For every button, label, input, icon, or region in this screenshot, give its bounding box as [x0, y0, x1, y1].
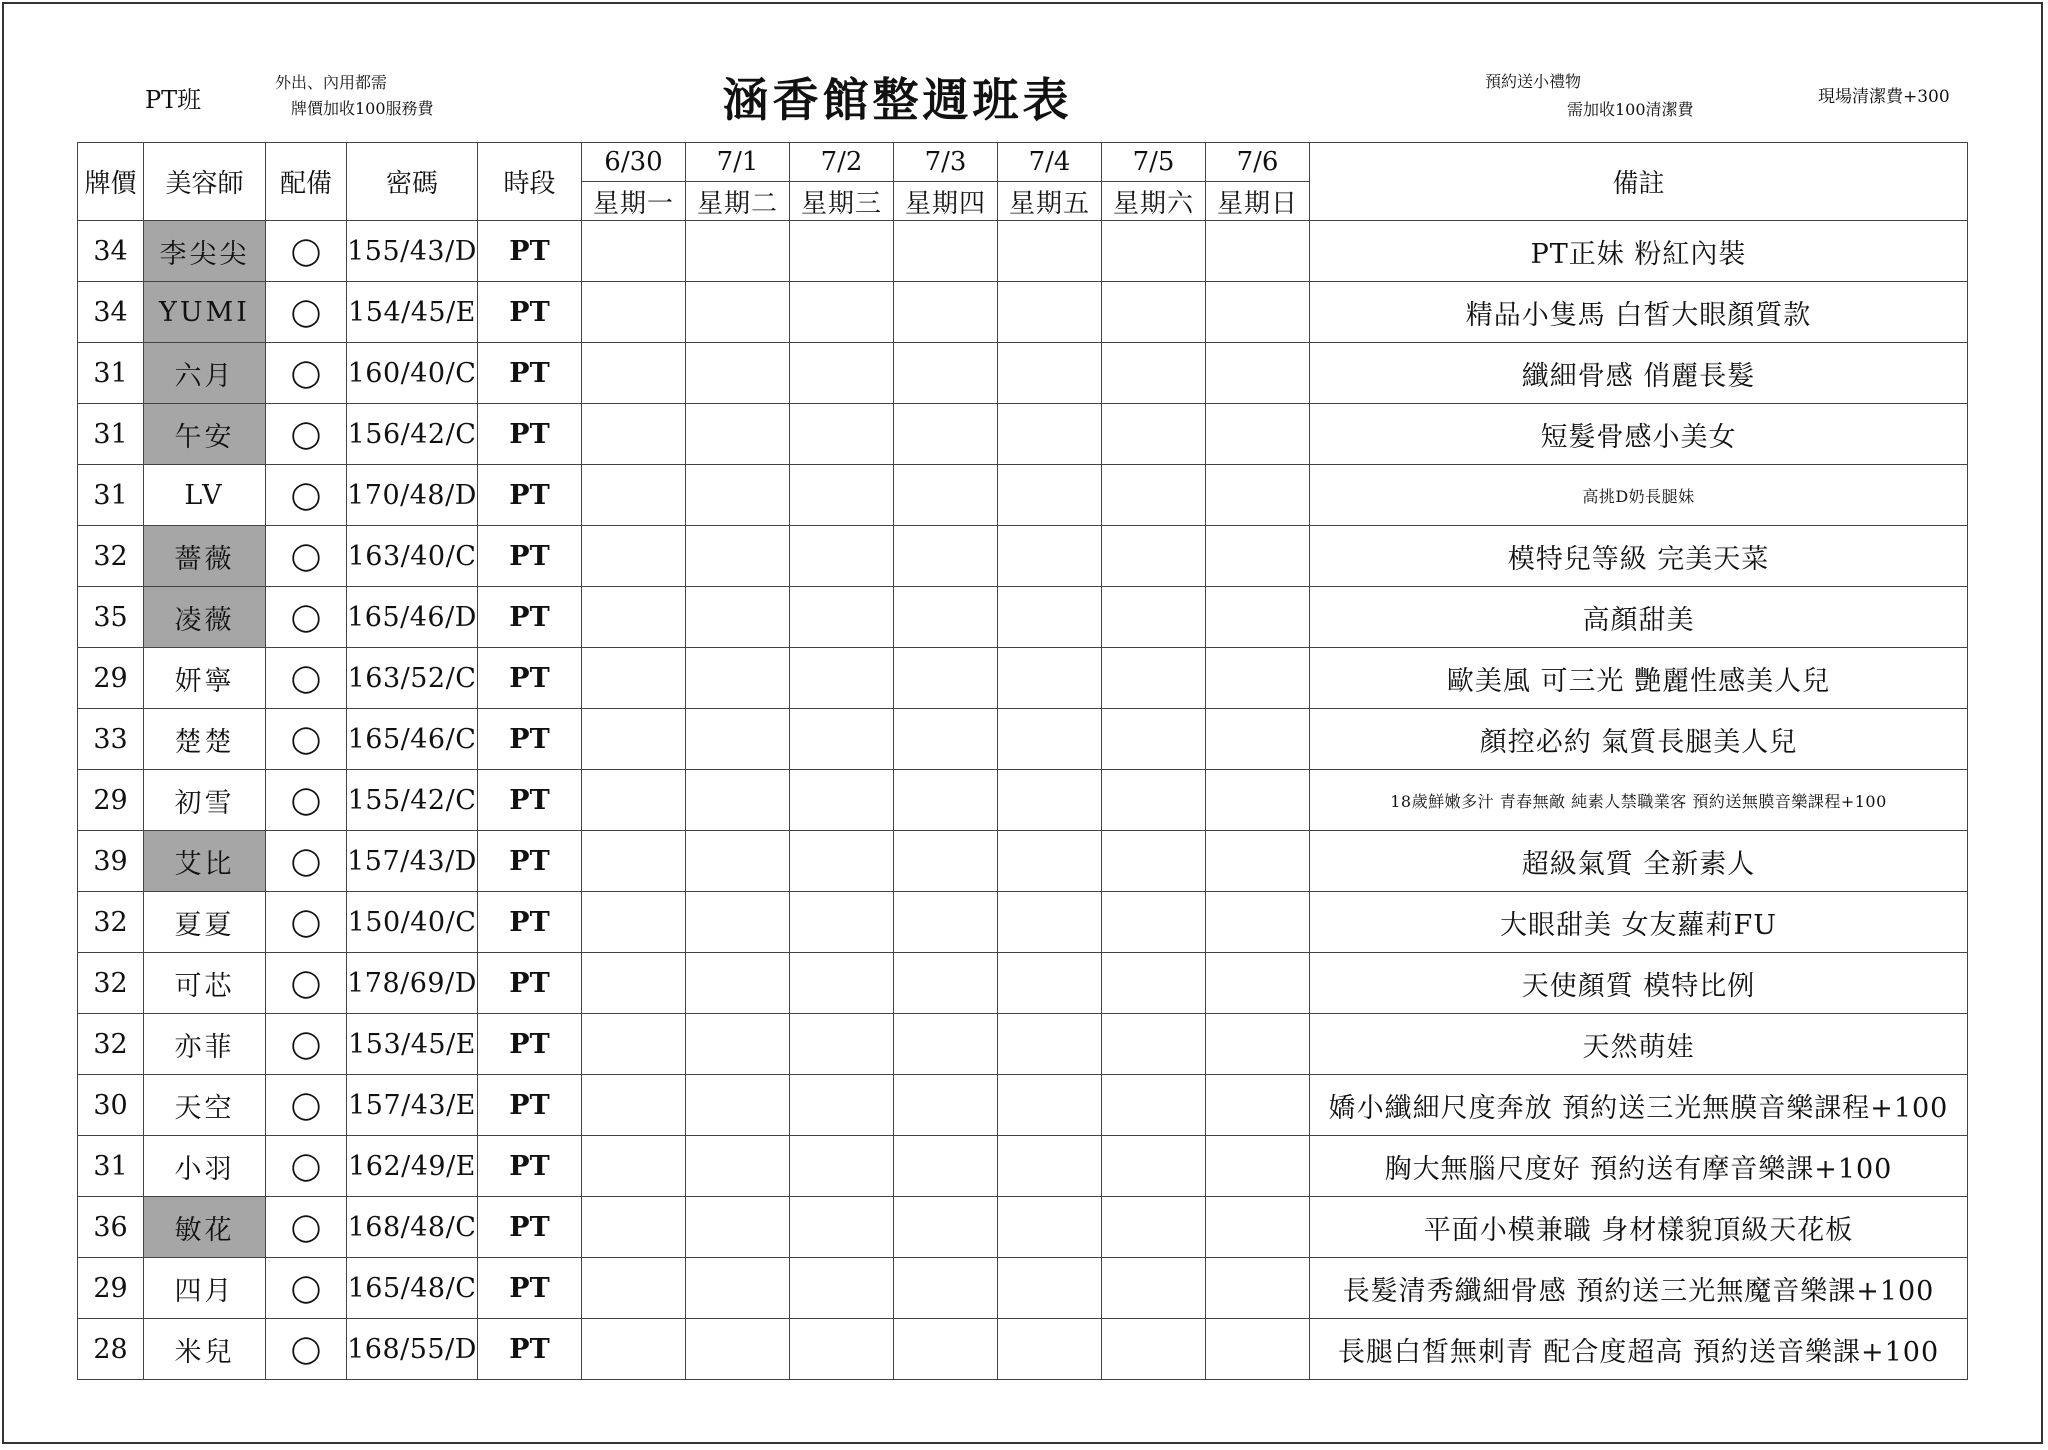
- header-slot: 時段: [478, 143, 582, 221]
- price-cell: 29: [78, 770, 144, 831]
- header-weekday: 星期五: [998, 182, 1102, 221]
- table-row: [78, 282, 1968, 343]
- price-cell: 31: [78, 465, 144, 526]
- day-cell: [894, 526, 998, 587]
- price-cell: 34: [78, 282, 144, 343]
- price-cell: 30: [78, 1075, 144, 1136]
- day-cell: [686, 1075, 790, 1136]
- remark-cell: 平面小模兼職 身材樣貌頂級天花板: [1310, 1197, 1968, 1258]
- remark-cell: 胸大無腦尺度好 預約送有摩音樂課+100: [1310, 1136, 1968, 1197]
- day-cell: [1102, 282, 1206, 343]
- day-cell: [790, 221, 894, 282]
- equipment-circle-icon: ◯: [266, 892, 347, 953]
- table-row: [78, 1197, 1968, 1258]
- day-cell: [1206, 1319, 1310, 1380]
- day-cell: [686, 526, 790, 587]
- day-cell: [790, 648, 894, 709]
- gift-note: [1485, 68, 1694, 124]
- day-cell: [582, 1075, 686, 1136]
- beautician-name: 凌薇: [144, 587, 266, 648]
- code-cell: 162/49/E: [347, 1136, 478, 1197]
- day-cell: [1206, 892, 1310, 953]
- equipment-circle-icon: ◯: [266, 953, 347, 1014]
- day-cell: [1102, 1258, 1206, 1319]
- slot-cell: PT: [478, 587, 582, 648]
- day-cell: [790, 343, 894, 404]
- day-cell: [894, 892, 998, 953]
- beautician-name: 亦菲: [144, 1014, 266, 1075]
- code-cell: 168/55/D: [347, 1319, 478, 1380]
- class-label: PT班: [145, 86, 202, 114]
- day-cell: [686, 465, 790, 526]
- day-cell: [686, 404, 790, 465]
- equipment-circle-icon: ◯: [266, 1075, 347, 1136]
- header-code: 密碼: [347, 143, 478, 221]
- code-cell: 156/42/C: [347, 404, 478, 465]
- table-row: [78, 404, 1968, 465]
- price-cell: 39: [78, 831, 144, 892]
- table-row: [78, 1075, 1968, 1136]
- day-cell: [1102, 770, 1206, 831]
- day-cell: [582, 1014, 686, 1075]
- table-row: [78, 831, 1968, 892]
- day-cell: [1206, 221, 1310, 282]
- day-cell: [582, 770, 686, 831]
- remark-cell: 歐美風 可三光 艷麗性感美人兒: [1310, 648, 1968, 709]
- code-cell: 165/46/C: [347, 709, 478, 770]
- slot-cell: PT: [478, 465, 582, 526]
- table-row: [78, 648, 1968, 709]
- day-cell: [582, 587, 686, 648]
- price-cell: 32: [78, 953, 144, 1014]
- day-cell: [686, 1319, 790, 1380]
- day-cell: [998, 648, 1102, 709]
- code-cell: 160/40/C: [347, 343, 478, 404]
- slot-cell: PT: [478, 221, 582, 282]
- beautician-name: 妍寧: [144, 648, 266, 709]
- day-cell: [686, 1136, 790, 1197]
- day-cell: [998, 465, 1102, 526]
- day-cell: [686, 892, 790, 953]
- remark-cell: 模特兒等級 完美天菜: [1310, 526, 1968, 587]
- day-cell: [1206, 465, 1310, 526]
- day-cell: [1102, 404, 1206, 465]
- day-cell: [790, 709, 894, 770]
- day-cell: [1102, 465, 1206, 526]
- equipment-circle-icon: ◯: [266, 1258, 347, 1319]
- day-cell: [790, 1136, 894, 1197]
- table-row: [78, 892, 1968, 953]
- day-cell: [1102, 221, 1206, 282]
- slot-cell: PT: [478, 648, 582, 709]
- day-cell: [1206, 1197, 1310, 1258]
- day-cell: [894, 709, 998, 770]
- day-cell: [582, 648, 686, 709]
- day-cell: [1206, 709, 1310, 770]
- price-cell: 31: [78, 1136, 144, 1197]
- slot-cell: PT: [478, 770, 582, 831]
- day-cell: [1102, 587, 1206, 648]
- price-cell: 34: [78, 221, 144, 282]
- code-cell: 157/43/E: [347, 1075, 478, 1136]
- table-row: [78, 1258, 1968, 1319]
- price-cell: 29: [78, 1258, 144, 1319]
- equipment-circle-icon: ◯: [266, 526, 347, 587]
- slot-cell: PT: [478, 404, 582, 465]
- header-price: 牌價: [78, 143, 144, 221]
- day-cell: [790, 526, 894, 587]
- code-cell: 154/45/E: [347, 282, 478, 343]
- day-cell: [686, 648, 790, 709]
- table-row: [78, 465, 1968, 526]
- day-cell: [894, 1136, 998, 1197]
- day-cell: [686, 709, 790, 770]
- code-cell: 150/40/C: [347, 892, 478, 953]
- day-cell: [790, 831, 894, 892]
- code-cell: 163/40/C: [347, 526, 478, 587]
- day-cell: [894, 1014, 998, 1075]
- slot-cell: PT: [478, 1014, 582, 1075]
- equipment-circle-icon: ◯: [266, 1319, 347, 1380]
- day-cell: [582, 953, 686, 1014]
- slot-cell: PT: [478, 1197, 582, 1258]
- day-cell: [998, 1319, 1102, 1380]
- day-cell: [894, 282, 998, 343]
- code-cell: 153/45/E: [347, 1014, 478, 1075]
- remark-cell: 顏控必約 氣質長腿美人兒: [1310, 709, 1968, 770]
- code-cell: 155/42/C: [347, 770, 478, 831]
- day-cell: [1206, 648, 1310, 709]
- day-cell: [686, 953, 790, 1014]
- table-row: [78, 953, 1968, 1014]
- price-cell: 31: [78, 404, 144, 465]
- beautician-name: 小羽: [144, 1136, 266, 1197]
- day-cell: [998, 770, 1102, 831]
- table-row: [78, 343, 1968, 404]
- slot-cell: PT: [478, 831, 582, 892]
- day-cell: [998, 587, 1102, 648]
- day-cell: [790, 465, 894, 526]
- remark-cell: 高挑D奶長腿妹: [1310, 465, 1968, 526]
- price-cell: 28: [78, 1319, 144, 1380]
- price-cell: 31: [78, 343, 144, 404]
- day-cell: [1206, 587, 1310, 648]
- day-cell: [894, 1258, 998, 1319]
- remark-cell: PT正妹 粉紅內裝: [1310, 221, 1968, 282]
- slot-cell: PT: [478, 1319, 582, 1380]
- day-cell: [1206, 343, 1310, 404]
- price-cell: 32: [78, 526, 144, 587]
- day-cell: [1206, 831, 1310, 892]
- equipment-circle-icon: ◯: [266, 404, 347, 465]
- header-date: 7/4: [998, 143, 1102, 182]
- equipment-circle-icon: ◯: [266, 221, 347, 282]
- table-row: [78, 709, 1968, 770]
- price-cell: 33: [78, 709, 144, 770]
- code-cell: 165/48/C: [347, 1258, 478, 1319]
- code-cell: 155/43/D: [347, 221, 478, 282]
- day-cell: [894, 343, 998, 404]
- equipment-circle-icon: ◯: [266, 465, 347, 526]
- day-cell: [894, 831, 998, 892]
- equipment-circle-icon: ◯: [266, 770, 347, 831]
- gift-note-line2: 需加收100清潔費: [1567, 100, 1694, 119]
- slot-cell: PT: [478, 282, 582, 343]
- day-cell: [790, 1014, 894, 1075]
- header-weekday: 星期二: [686, 182, 790, 221]
- day-cell: [686, 1258, 790, 1319]
- day-cell: [998, 1136, 1102, 1197]
- day-cell: [1206, 404, 1310, 465]
- equipment-circle-icon: ◯: [266, 343, 347, 404]
- day-cell: [790, 1075, 894, 1136]
- day-cell: [582, 1258, 686, 1319]
- code-cell: 163/52/C: [347, 648, 478, 709]
- beautician-name: YUMI: [144, 282, 266, 343]
- remark-cell: 18歲鮮嫩多汁 青春無敵 純素人禁職業客 預約送無膜音樂課程+100: [1310, 770, 1968, 831]
- header-weekday: 星期三: [790, 182, 894, 221]
- day-cell: [998, 526, 1102, 587]
- day-cell: [894, 465, 998, 526]
- day-cell: [998, 831, 1102, 892]
- service-fee-note-line1: 外出、內用都需: [275, 73, 388, 92]
- header-date: 7/1: [686, 143, 790, 182]
- code-cell: 157/43/D: [347, 831, 478, 892]
- day-cell: [1206, 953, 1310, 1014]
- day-cell: [1102, 953, 1206, 1014]
- day-cell: [998, 1014, 1102, 1075]
- beautician-name: 可芯: [144, 953, 266, 1014]
- slot-cell: PT: [478, 1258, 582, 1319]
- day-cell: [582, 465, 686, 526]
- header-date: 7/2: [790, 143, 894, 182]
- code-cell: 168/48/C: [347, 1197, 478, 1258]
- day-cell: [998, 1197, 1102, 1258]
- header-date: 7/5: [1102, 143, 1206, 182]
- day-cell: [998, 953, 1102, 1014]
- slot-cell: PT: [478, 709, 582, 770]
- equipment-circle-icon: ◯: [266, 282, 347, 343]
- day-cell: [1102, 1136, 1206, 1197]
- price-cell: 35: [78, 587, 144, 648]
- day-cell: [1206, 770, 1310, 831]
- beautician-name: 李尖尖: [144, 221, 266, 282]
- day-cell: [582, 1136, 686, 1197]
- beautician-name: 敏花: [144, 1197, 266, 1258]
- day-cell: [1102, 648, 1206, 709]
- day-cell: [894, 953, 998, 1014]
- table-row: [78, 1319, 1968, 1380]
- day-cell: [998, 282, 1102, 343]
- day-cell: [1206, 282, 1310, 343]
- day-cell: [582, 221, 686, 282]
- header-weekday: 星期四: [894, 182, 998, 221]
- day-cell: [790, 1258, 894, 1319]
- beautician-name: 楚楚: [144, 709, 266, 770]
- day-cell: [894, 1319, 998, 1380]
- day-cell: [1102, 1014, 1206, 1075]
- equipment-circle-icon: ◯: [266, 1014, 347, 1075]
- header-weekday: 星期一: [582, 182, 686, 221]
- header-date: 7/6: [1206, 143, 1310, 182]
- table-row: [78, 1014, 1968, 1075]
- schedule-table: [77, 142, 1968, 1380]
- header-remark: 備註: [1310, 143, 1968, 221]
- day-cell: [790, 1197, 894, 1258]
- remark-cell: 長髮清秀纖細骨感 預約送三光無魔音樂課+100: [1310, 1258, 1968, 1319]
- day-cell: [998, 343, 1102, 404]
- day-cell: [894, 404, 998, 465]
- header-date: 6/30: [582, 143, 686, 182]
- day-cell: [790, 892, 894, 953]
- day-cell: [582, 831, 686, 892]
- header-date: 7/3: [894, 143, 998, 182]
- day-cell: [790, 1319, 894, 1380]
- header-equipment: 配備: [266, 143, 347, 221]
- day-cell: [582, 526, 686, 587]
- beautician-name: 四月: [144, 1258, 266, 1319]
- day-cell: [1102, 709, 1206, 770]
- table-row: [78, 526, 1968, 587]
- day-cell: [582, 892, 686, 953]
- beautician-name: 六月: [144, 343, 266, 404]
- day-cell: [790, 282, 894, 343]
- equipment-circle-icon: ◯: [266, 709, 347, 770]
- gift-note-line1: 預約送小禮物: [1485, 72, 1582, 91]
- slot-cell: PT: [478, 892, 582, 953]
- table-row: [78, 1136, 1968, 1197]
- beautician-name: 初雪: [144, 770, 266, 831]
- day-cell: [1206, 1075, 1310, 1136]
- slot-cell: PT: [478, 343, 582, 404]
- equipment-circle-icon: ◯: [266, 587, 347, 648]
- header-weekday: 星期六: [1102, 182, 1206, 221]
- day-cell: [998, 892, 1102, 953]
- day-cell: [1102, 831, 1206, 892]
- remark-cell: 嬌小纖細尺度奔放 預約送三光無膜音樂課程+100: [1310, 1075, 1968, 1136]
- day-cell: [686, 221, 790, 282]
- table-row: [78, 770, 1968, 831]
- day-cell: [686, 831, 790, 892]
- beautician-name: 薔薇: [144, 526, 266, 587]
- day-cell: [686, 770, 790, 831]
- day-cell: [1102, 1197, 1206, 1258]
- remark-cell: 天然萌娃: [1310, 1014, 1968, 1075]
- remark-cell: 超級氣質 全新素人: [1310, 831, 1968, 892]
- code-cell: 170/48/D: [347, 465, 478, 526]
- day-cell: [790, 770, 894, 831]
- day-cell: [1102, 892, 1206, 953]
- day-cell: [894, 1197, 998, 1258]
- day-cell: [998, 404, 1102, 465]
- remark-cell: 精品小隻馬 白皙大眼顏質款: [1310, 282, 1968, 343]
- service-fee-note-line2: 牌價加收100服務費: [291, 99, 434, 118]
- day-cell: [790, 404, 894, 465]
- day-cell: [1102, 343, 1206, 404]
- beautician-name: 夏夏: [144, 892, 266, 953]
- day-cell: [998, 221, 1102, 282]
- day-cell: [998, 1075, 1102, 1136]
- day-cell: [998, 709, 1102, 770]
- day-cell: [582, 709, 686, 770]
- day-cell: [894, 587, 998, 648]
- day-cell: [790, 587, 894, 648]
- price-cell: 32: [78, 1014, 144, 1075]
- day-cell: [686, 587, 790, 648]
- day-cell: [686, 1197, 790, 1258]
- beautician-name: 午安: [144, 404, 266, 465]
- header-weekday: 星期日: [1206, 182, 1310, 221]
- day-cell: [1206, 526, 1310, 587]
- slot-cell: PT: [478, 526, 582, 587]
- day-cell: [998, 1258, 1102, 1319]
- beautician-name: LV: [144, 465, 266, 526]
- beautician-name: 天空: [144, 1075, 266, 1136]
- day-cell: [894, 221, 998, 282]
- equipment-circle-icon: ◯: [266, 648, 347, 709]
- header-beautician: 美容師: [144, 143, 266, 221]
- code-cell: 165/46/D: [347, 587, 478, 648]
- day-cell: [894, 1075, 998, 1136]
- day-cell: [686, 282, 790, 343]
- slot-cell: PT: [478, 1136, 582, 1197]
- cleaning-fee-note: 現場清潔費+300: [1818, 87, 1950, 107]
- code-cell: 178/69/D: [347, 953, 478, 1014]
- day-cell: [894, 770, 998, 831]
- price-cell: 36: [78, 1197, 144, 1258]
- day-cell: [894, 648, 998, 709]
- day-cell: [1102, 526, 1206, 587]
- beautician-name: 艾比: [144, 831, 266, 892]
- day-cell: [582, 1197, 686, 1258]
- equipment-circle-icon: ◯: [266, 1136, 347, 1197]
- beautician-name: 米兒: [144, 1319, 266, 1380]
- remark-cell: 高顏甜美: [1310, 587, 1968, 648]
- slot-cell: PT: [478, 1075, 582, 1136]
- day-cell: [1206, 1014, 1310, 1075]
- day-cell: [582, 1319, 686, 1380]
- day-cell: [582, 343, 686, 404]
- equipment-circle-icon: ◯: [266, 831, 347, 892]
- price-cell: 32: [78, 892, 144, 953]
- day-cell: [1206, 1258, 1310, 1319]
- equipment-circle-icon: ◯: [266, 1197, 347, 1258]
- day-cell: [790, 953, 894, 1014]
- remark-cell: 纖細骨感 俏麗長髮: [1310, 343, 1968, 404]
- slot-cell: PT: [478, 953, 582, 1014]
- day-cell: [582, 404, 686, 465]
- day-cell: [1206, 1136, 1310, 1197]
- day-cell: [1102, 1075, 1206, 1136]
- table-row: [78, 587, 1968, 648]
- day-cell: [686, 343, 790, 404]
- day-cell: [582, 282, 686, 343]
- day-cell: [686, 1014, 790, 1075]
- day-cell: [1102, 1319, 1206, 1380]
- remark-cell: 短髮骨感小美女: [1310, 404, 1968, 465]
- remark-cell: 長腿白皙無刺青 配合度超高 預約送音樂課+100: [1310, 1319, 1968, 1380]
- price-cell: 29: [78, 648, 144, 709]
- page-title: 涵香館整週班表: [722, 73, 1073, 127]
- remark-cell: 大眼甜美 女友蘿莉FU: [1310, 892, 1968, 953]
- remark-cell: 天使顏質 模特比例: [1310, 953, 1968, 1014]
- table-row: [78, 221, 1968, 282]
